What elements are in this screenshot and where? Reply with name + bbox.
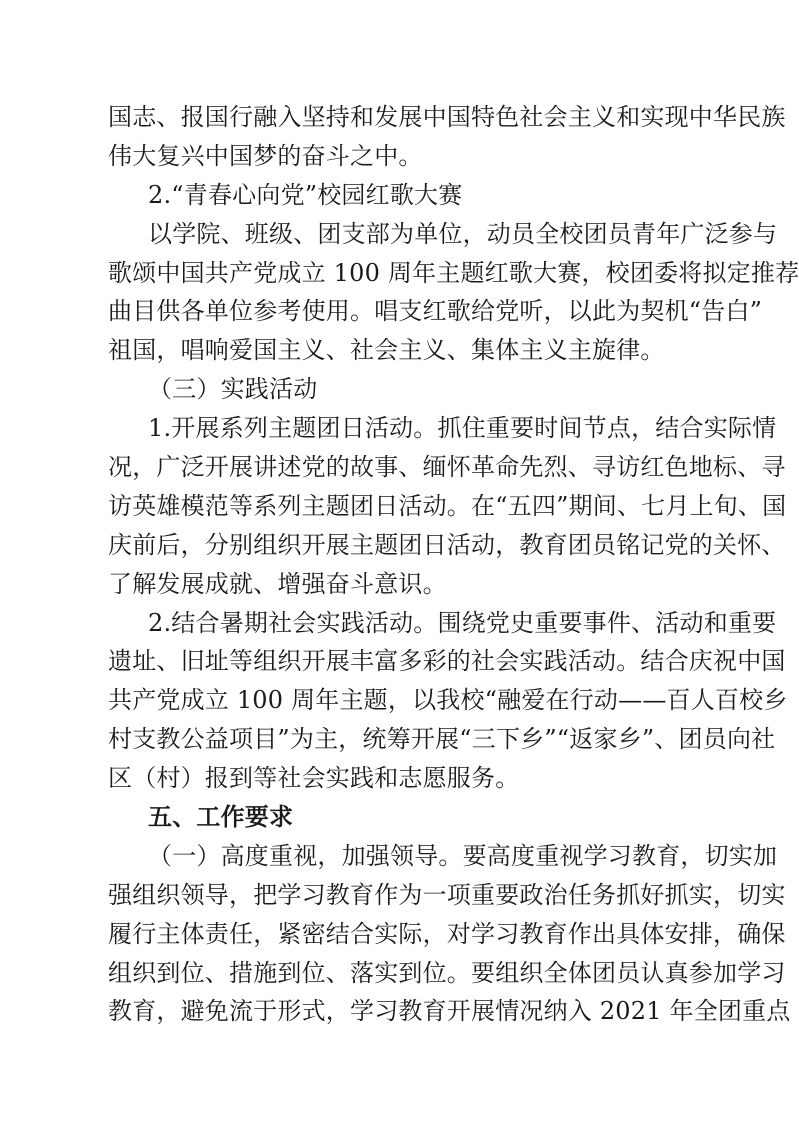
paragraph-line: 教育，避免流于形式，学习教育开展情况纳入 2021 年全团重点 xyxy=(108,997,791,1026)
section-subheading: 2.“青春心向党”校园红歌大赛 xyxy=(148,180,463,209)
paragraph-line: 伟大复兴中国梦的奋斗之中。 xyxy=(108,141,423,170)
paragraph-line: 共产党成立 100 周年主题，以我校“融爱在行动——百人百校乡 xyxy=(108,686,788,715)
paragraph-line: 2.结合暑期社会实践活动。围绕党史重要事件、活动和重要 xyxy=(148,608,777,637)
paragraph-line: 村支教公益项目”为主，统筹开展“三下乡”“返家乡”、团员向社 xyxy=(108,725,776,754)
paragraph-line: 1.开展系列主题团日活动。抓住重要时间节点，结合实际情 xyxy=(148,414,777,443)
paragraph-line: 歌颂中国共产党成立 100 周年主题红歌大赛，校团委将拟定推荐 xyxy=(108,258,799,287)
paragraph-line: 国志、报国行融入坚持和发展中国特色社会主义和实现中华民族 xyxy=(108,103,786,131)
paragraph-line: 履行主体责任，紧密结合实际，对学习教育作出具体安排，确保 xyxy=(108,919,786,948)
paragraph-line: 区（村）报到等社会实践和志愿服务。 xyxy=(108,764,520,793)
paragraph-line: 祖国，唱响爱国主义、社会主义、集体主义主旋律。 xyxy=(108,336,665,365)
paragraph-line: 曲目供各单位参考使用。唱支红歌给党听，以此为契机“告白” xyxy=(108,297,763,326)
paragraph-line: 况，广泛开展讲述党的故事、缅怀革命先烈、寻访红色地标、寻 xyxy=(108,453,786,482)
paragraph-line: 遗址、旧址等组织开展丰富多彩的社会实践活动。结合庆祝中国 xyxy=(108,647,786,676)
document-body xyxy=(108,98,799,1031)
section-heading: 五、工作要求 xyxy=(148,803,294,832)
paragraph-line: 了解发展成就、增强奋斗意识。 xyxy=(108,569,447,598)
paragraph-line: 组织到位、措施到位、落实到位。要组织全体团员认真参加学习 xyxy=(108,958,786,987)
paragraph-line: 以学院、班级、团支部为单位，动员全校团员青年广泛参与 xyxy=(148,219,778,248)
paragraph-line: 庆前后，分别组织开展主题团日活动，教育团员铭记党的关怀、 xyxy=(108,530,786,559)
paragraph-line: 强组织领导，把学习教育作为一项重要政治任务抓好抓实，切实 xyxy=(108,880,786,909)
paragraph-line: 访英雄模范等系列主题团日活动。在“五四”期间、七月上旬、国 xyxy=(108,491,787,520)
section-subheading: （三）实践活动 xyxy=(148,375,318,404)
paragraph-line: （一）高度重视，加强领导。要高度重视学习教育，切实加 xyxy=(148,841,778,870)
